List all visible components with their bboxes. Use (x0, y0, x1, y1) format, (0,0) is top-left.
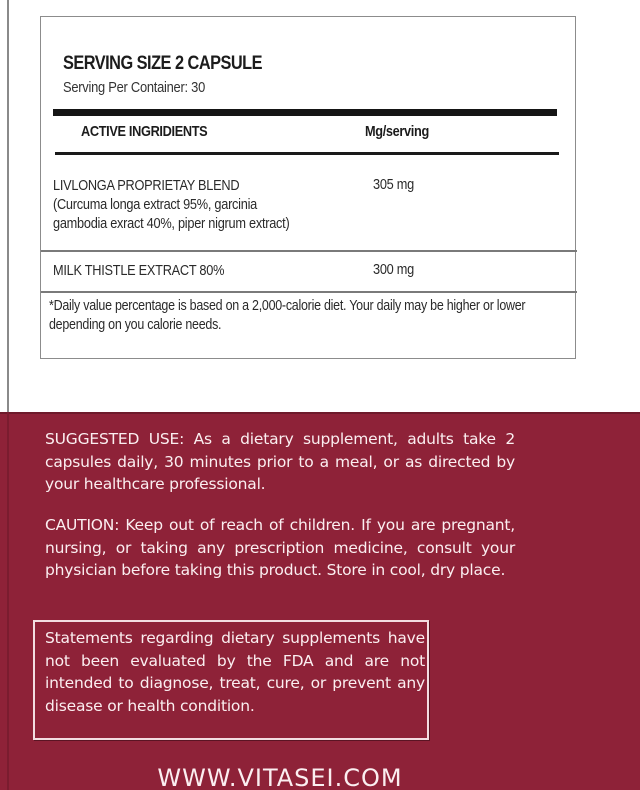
caution-text: CAUTION: Keep out of reach of children. If you are pregnant, nursing, or taking any prescription medicine, consult your physician before taking this product. Store in cool, dry place. (45, 516, 515, 579)
serving-size-heading: SERVING SIZE 2 CAPSULE (63, 53, 263, 74)
servings-per-container: Serving Per Container: 30 (63, 79, 205, 96)
ingredient-detail-line: gambodia exract 40%, piper nigrum extract) (53, 216, 290, 232)
ingredient-amount: 305 mg (373, 177, 414, 193)
column-header-ingredients: ACTIVE INGRIDIENTS (81, 123, 208, 140)
ingredient-detail-line: (Curcuma longa extract 95%, garcinia (53, 197, 257, 213)
ingredient-name (53, 177, 343, 234)
supplement-facts-panel (40, 16, 576, 359)
fda-disclaimer-text: Statements regarding dietary supplements have not been evaluated by the FDA and are not intended to diagnose, treat, cure, or prevent any disease or health condition. (45, 629, 425, 715)
daily-value-footnote: *Daily value percentage is based on a 2,000-calorie diet. Your daily may be higher or lower depending on you calorie needs. (49, 298, 526, 333)
ingredient-name: MILK THISTLE EXTRACT 80% (53, 263, 225, 279)
left-edge-rule (7, 412, 9, 790)
website-url: WWW.VITASEI.COM (157, 764, 403, 790)
header-divider (55, 152, 559, 155)
row-divider (41, 250, 577, 252)
ingredient-amount: 300 mg (373, 262, 414, 278)
row-divider (41, 291, 577, 293)
table-header-row (41, 123, 575, 149)
ingredient-title: LIVLONGA PROPRIETAY BLEND (53, 178, 240, 194)
fda-disclaimer-box (33, 620, 429, 740)
suggested-use-text: SUGGESTED USE: As a dietary supplement, adults take 2 capsules daily, 30 minutes prior to a meal, or as directed by your healthcare professional. (45, 430, 515, 493)
usage-warnings-panel (0, 412, 640, 790)
column-header-amount: Mg/serving (365, 123, 429, 140)
left-edge-rule (7, 0, 9, 412)
thick-divider (53, 109, 557, 116)
